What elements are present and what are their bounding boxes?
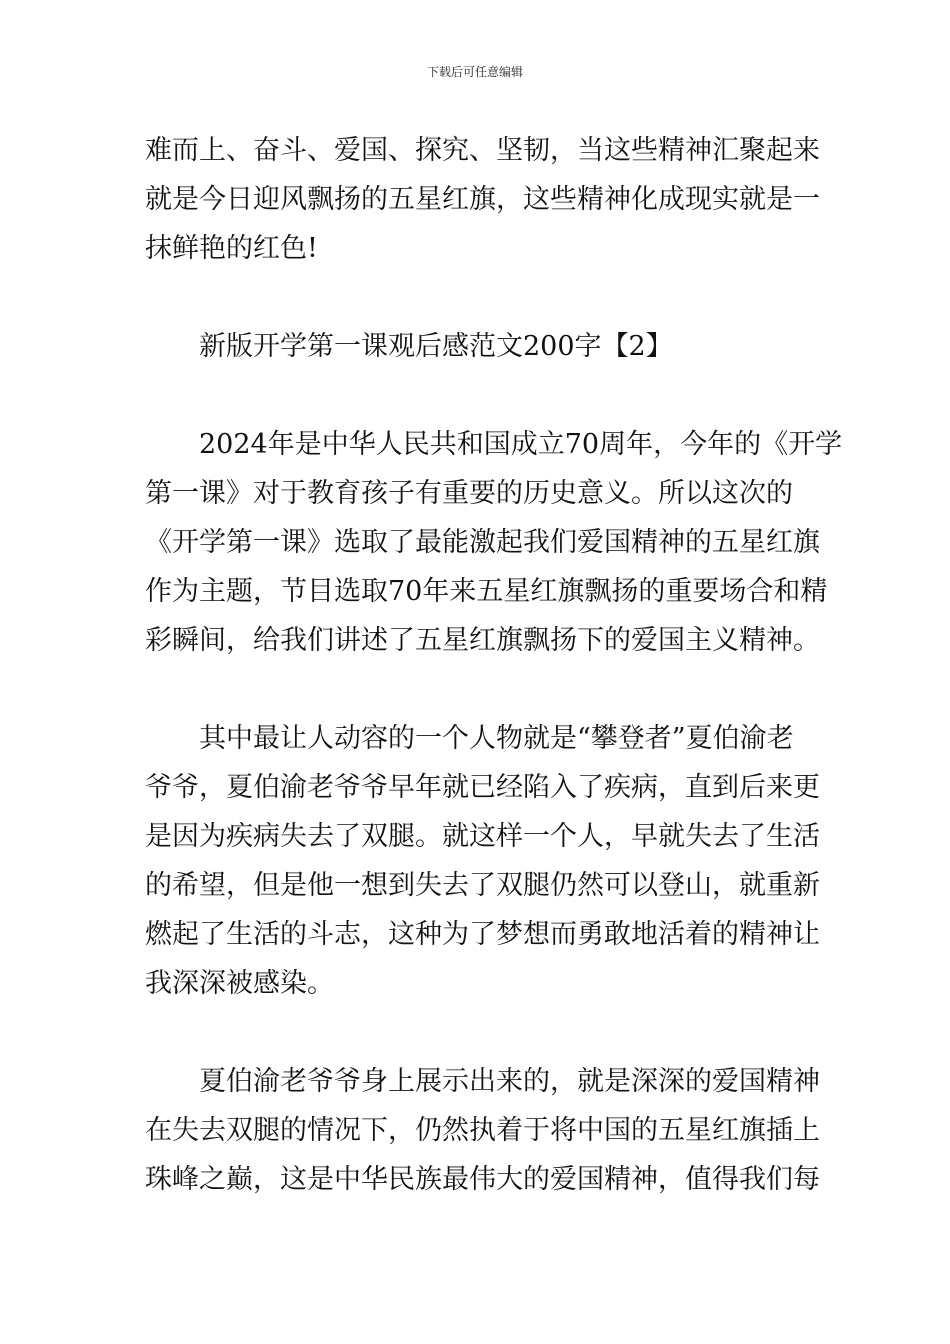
paragraph-gap	[145, 665, 807, 714]
page-header-note: 下载后可任意编辑	[426, 65, 523, 79]
paragraph-gap	[145, 273, 807, 322]
text-line: 就是今日迎风飘扬的五星红旗，这些精神化成现实就是一	[145, 184, 820, 215]
text-line: 2024年是中华人民共和国成立70周年，今年的《开学	[199, 429, 843, 460]
text-line: 抹鲜艳的红色!	[145, 233, 318, 264]
text-line: 《开学第一课》选取了最能激起我们爱国精神的五星红旗	[145, 527, 820, 558]
paragraph-gap	[145, 1008, 807, 1057]
text-line: 彩瞬间，给我们讲述了五星红旗飘扬下的爱国主义精神。	[145, 625, 820, 656]
text-line: 第一课》对于教育孩子有重要的历史意义。所以这次的	[145, 478, 793, 509]
paragraph-gap	[145, 371, 807, 420]
text-line: 珠峰之巅，这是中华民族最伟大的爱国精神，值得我们每	[145, 1164, 820, 1195]
text-line: 是因为疾病失去了双腿。就这样一个人，早就失去了生活	[145, 821, 820, 852]
paragraph-intro	[145, 420, 843, 665]
text-line: 其中最让人动容的一个人物就是“攀登者”夏伯渝老	[199, 723, 794, 754]
text-line: 在失去双腿的情况下，仍然执着于将中国的五星红旗插上	[145, 1115, 820, 1146]
paragraph-continuation	[145, 126, 820, 273]
document-body	[145, 126, 843, 1204]
text-line: 夏伯渝老爷爷身上展示出来的，就是深深的爱国精神	[199, 1066, 820, 1097]
text-line: 的希望，但是他一想到失去了双腿仍然可以登山，就重新	[145, 870, 820, 901]
text-line: 我深深被感染。	[145, 968, 334, 999]
text-line: 爷爷，夏伯渝老爷爷早年就已经陷入了疾病，直到后来更	[145, 772, 820, 803]
paragraph-patriotism	[145, 1057, 820, 1204]
paragraph-climber	[145, 714, 820, 1008]
text-line: 燃起了生活的斗志，这种为了梦想而勇敢地活着的精神让	[145, 919, 820, 950]
section-heading: 新版开学第一课观后感范文200字【2】	[199, 331, 673, 362]
text-line: 难而上、奋斗、爱国、探究、坚韧，当这些精神汇聚起来	[145, 135, 820, 166]
text-line: 作为主题，节目选取70年来五星红旗飘扬的重要场合和精	[145, 576, 828, 607]
